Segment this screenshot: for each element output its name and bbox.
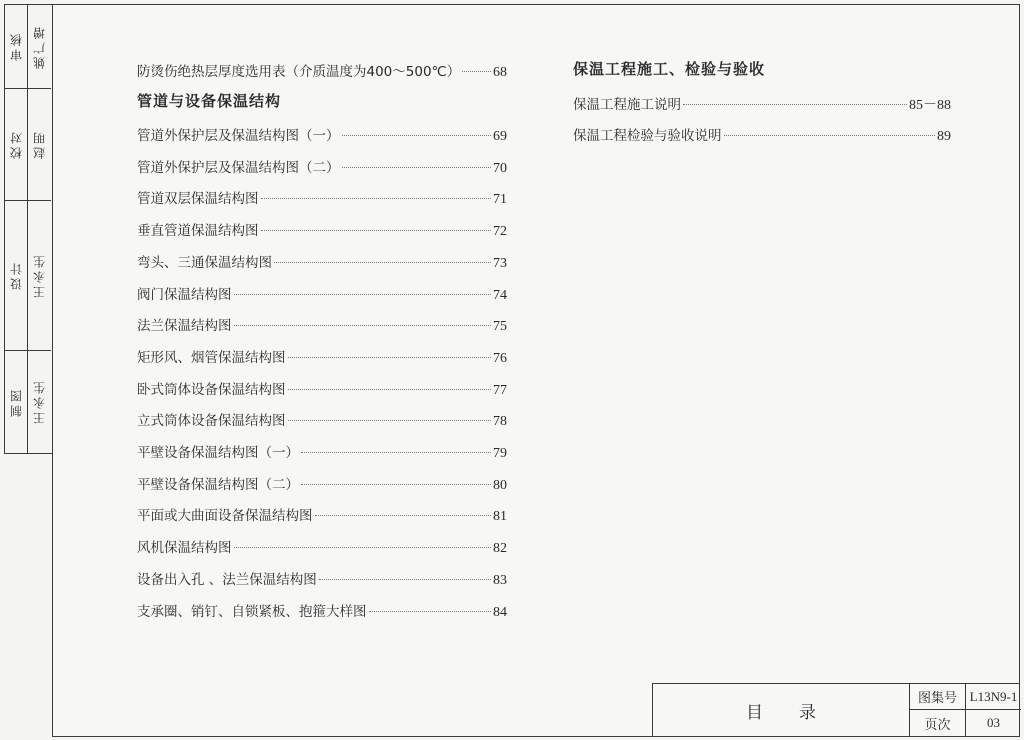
toc-page: 73	[493, 255, 507, 271]
page-value: 03	[965, 710, 1021, 736]
toc-item[interactable]	[137, 441, 507, 462]
toc-page: 75	[493, 319, 507, 335]
side-name: 赵明	[32, 129, 47, 160]
toc-item[interactable]	[137, 473, 507, 494]
toc-page: 82	[493, 541, 507, 557]
toc-page: 69	[493, 129, 507, 144]
dot-leader	[369, 611, 492, 612]
toc-title: 卧式筒体设备保温结构图	[137, 381, 286, 398]
dot-leader	[315, 515, 492, 516]
dot-leader	[301, 452, 491, 453]
toc-title: 支承圈、销钉、自锁紧板、抱箍大样图	[137, 603, 367, 620]
dot-leader	[683, 104, 907, 105]
dot-leader	[261, 230, 492, 231]
toc-item[interactable]	[137, 568, 507, 589]
toc-item[interactable]	[137, 504, 507, 525]
toc-item[interactable]	[137, 219, 507, 240]
toc-item[interactable]	[573, 93, 951, 114]
page-label: 页次	[909, 710, 965, 736]
toc-page: 83	[493, 572, 507, 588]
side-row-drafting	[5, 351, 51, 453]
toc-item[interactable]	[137, 409, 507, 430]
toc-title: 管道外保护层及保温结构图（一）	[137, 128, 340, 144]
toc-item[interactable]	[137, 536, 507, 557]
toc-page: 74	[493, 287, 507, 303]
toc-title: 法兰保温结构图	[137, 318, 232, 335]
toc-page: 72	[493, 224, 507, 240]
toc-title: 保温工程施工说明	[573, 97, 681, 113]
page-title: 目录	[746, 702, 852, 723]
toc-page: 84	[493, 604, 507, 620]
dot-leader	[288, 357, 492, 358]
dot-leader	[288, 420, 492, 421]
toc-item[interactable]	[573, 124, 951, 145]
toc-page: 79	[493, 446, 507, 461]
dot-leader	[234, 547, 492, 548]
approval-strip	[4, 4, 52, 454]
side-row-design	[5, 201, 51, 351]
toc-item[interactable]	[137, 156, 507, 177]
dot-leader	[261, 198, 492, 199]
toc-page: 89	[937, 129, 951, 144]
dot-leader	[274, 262, 491, 263]
section-heading: 保温工程施工、检验与验收	[573, 60, 766, 78]
side-name: 姚广增	[32, 24, 47, 69]
dot-leader	[342, 167, 492, 168]
side-label: 制图	[5, 351, 28, 453]
atlas-label: 图集号	[909, 684, 965, 710]
toc-page: 68	[493, 65, 507, 80]
toc-page: 76	[493, 350, 507, 366]
title-block	[652, 683, 1020, 737]
toc-item[interactable]	[137, 314, 507, 335]
toc-title: 矩形风、烟管保温结构图	[137, 349, 286, 366]
toc-title: 阀门保温结构图	[137, 286, 232, 303]
side-name: 王永生	[32, 253, 47, 298]
toc-item[interactable]	[137, 283, 507, 304]
toc-title: 防烫伤绝热层厚度选用表（介质温度为400～500℃）	[137, 64, 461, 80]
toc-item[interactable]	[137, 346, 507, 367]
toc-page: 70	[493, 160, 507, 176]
side-label: 审核	[5, 5, 28, 88]
toc-page: 81	[493, 509, 507, 525]
side-label: 设计	[5, 201, 28, 350]
toc-item[interactable]	[137, 187, 507, 208]
toc-page: 71	[493, 192, 507, 208]
toc-title: 立式筒体设备保温结构图	[137, 413, 286, 430]
toc-item[interactable]	[137, 378, 507, 399]
toc-page: 77	[493, 382, 507, 398]
toc-title: 垂直管道保温结构图	[137, 223, 259, 240]
toc-page: 78	[493, 414, 507, 430]
toc-title: 风机保温结构图	[137, 540, 232, 557]
toc-title: 平壁设备保温结构图（二）	[137, 476, 299, 493]
toc-title: 设备出入孔 、法兰保温结构图	[137, 571, 317, 588]
toc-title: 保温工程检验与验收说明	[573, 128, 722, 144]
side-label: 校对	[5, 89, 28, 200]
side-row-check	[5, 89, 51, 201]
toc-item[interactable]	[137, 251, 507, 272]
toc-title: 弯头、三通保温结构图	[137, 254, 272, 271]
dot-leader	[234, 294, 492, 295]
dot-leader	[724, 135, 936, 136]
toc-item[interactable]	[137, 600, 507, 621]
section-heading: 管道与设备保温结构	[137, 92, 282, 110]
dot-leader	[288, 389, 492, 390]
toc-title: 平面或大曲面设备保温结构图	[137, 508, 313, 525]
toc-item[interactable]	[137, 60, 507, 81]
side-row-review	[5, 5, 51, 89]
toc-title: 管道双层保温结构图	[137, 191, 259, 208]
dot-leader	[301, 484, 491, 485]
dot-leader	[342, 135, 492, 136]
toc-page: 85－88	[909, 98, 951, 113]
atlas-value: L13N9-1	[965, 684, 1021, 710]
toc-page: 80	[493, 477, 507, 493]
dot-leader	[234, 325, 492, 326]
toc-title: 管道外保护层及保温结构图（二）	[137, 159, 340, 176]
dot-leader	[319, 579, 491, 580]
toc-title: 平壁设备保温结构图（一）	[137, 445, 299, 461]
dot-leader	[462, 71, 491, 72]
side-name: 王永生	[32, 379, 47, 425]
toc-item[interactable]	[137, 124, 507, 145]
